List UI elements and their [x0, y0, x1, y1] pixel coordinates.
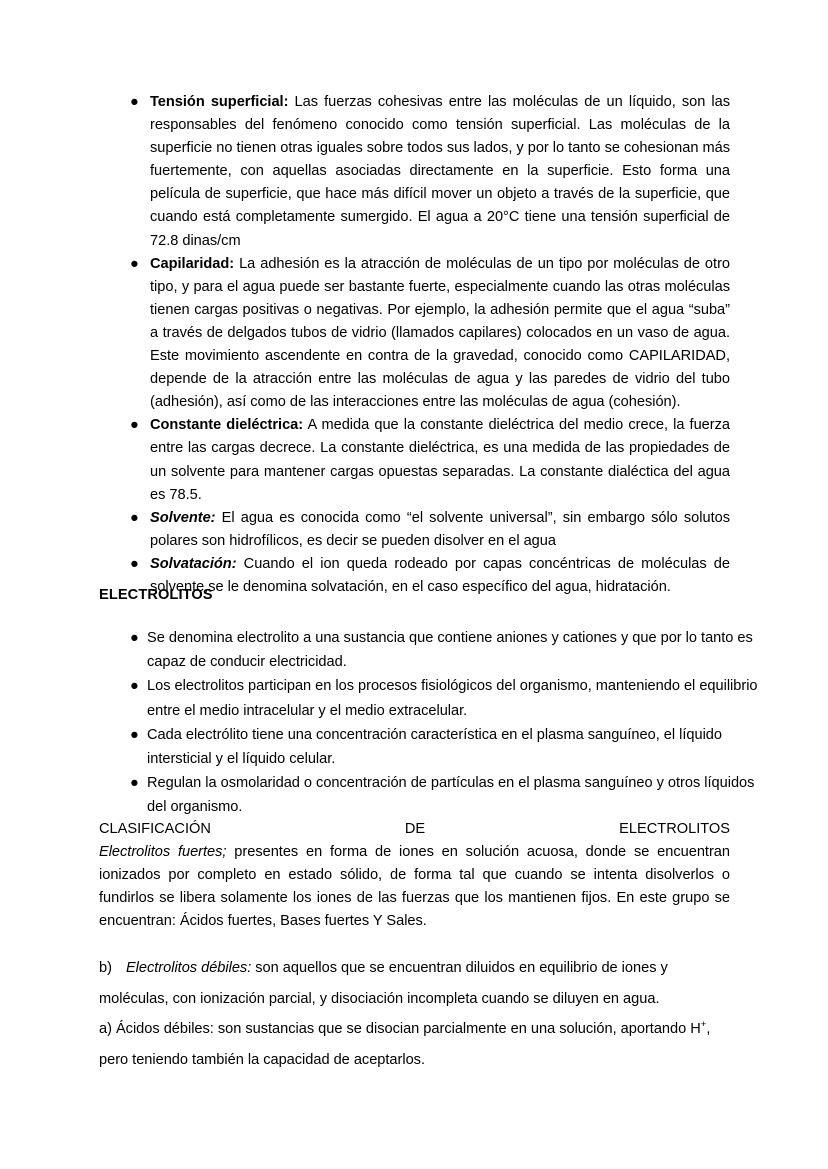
- classification-title-word-3: ELECTROLITOS: [619, 821, 730, 837]
- bullet-icon: ●: [130, 726, 139, 743]
- item-a-label: a): [99, 1021, 112, 1038]
- bullet-icon: ●: [130, 94, 139, 110]
- bullet-icon: ●: [130, 509, 139, 526]
- strong-electrolytes-paragraph: [99, 841, 730, 933]
- strong-electrolytes-lead: Electrolitos fuertes;: [99, 844, 227, 860]
- weak-electrolytes-paragraph: [99, 953, 739, 1014]
- list-item-text: A medida que la constante dieléctrica del medio crece, la fuerza entre las cargas decrece. La constante dieléctrica, es una medida de las propiedades de un solvente para mantener cargas opuestas separadas. La constante dialéctica del agua es 78.5.: [150, 417, 730, 503]
- classification-title: [99, 818, 730, 841]
- section-heading-electrolitos: ELECTROLITOS: [99, 587, 213, 603]
- bullet-icon: ●: [130, 630, 139, 646]
- list-item: [99, 414, 730, 506]
- list-item-text: Las fuerzas cohesivas entre las moléculas de un líquido, son las responsables del fenómeno conocido como tensión superficial. Las moléculas de la superficie no tienen otras iguales sobre todos sus lados, y por lo tanto se cohesionan más fuertemente, con aquellas asociadas directamente en la superficie. Esto forma una película de superficie, que hace más difícil mover un objeto a través de la superficie, que cuando está completamente sumergido. El agua a 20°C tiene una tensión superficial de 72.8 dinas/cm: [150, 94, 730, 249]
- list-item: [99, 91, 730, 253]
- strong-electrolytes-text: presentes en forma de iones en solución acuosa, donde se encuentran ionizados por completo en estado sólido, de forma tal que cuando se intenta disolverlos o fundirlos se libera solamente los iones de las fuerzas que los mantienen fijos. En este grupo se encuentran: Ácidos fuertes, Bases fuertes Y Sales.: [99, 844, 730, 930]
- weak-acids-paragraph: [99, 1014, 739, 1075]
- weak-electrolytes-block: [99, 953, 739, 1075]
- bullet-icon: ●: [130, 417, 139, 434]
- list-item-text: Los electrolitos participan en los procesos fisiológicos del organismo, manteniendo el equilibrio entre el medio intracelular y el medio extracelular.: [147, 678, 758, 719]
- list-item-text: Cuando el ion queda rodeado por capas concéntricas de moléculas de solvente,se le denomina solvatación, en el caso específico del agua, hidratación.: [150, 555, 730, 595]
- list-item: [99, 674, 759, 722]
- list-item-text: Regulan la osmolaridad o concentración de partículas en el plasma sanguíneo y otros líquidos del organismo.: [147, 775, 755, 816]
- bullet-icon: ●: [130, 555, 139, 572]
- list-item: [99, 626, 759, 674]
- bullet-icon: ●: [130, 255, 139, 272]
- bullet-icon: ●: [130, 775, 139, 792]
- item-b-label: b): [99, 960, 112, 976]
- item-b-text: son aquellos que se encuentran diluidos en equilibrio de iones y moléculas, con ionización parcial, y disociación incompleta cuando se diluyen en agua.: [99, 960, 668, 1007]
- list-item-text: Cada electrólito tiene una concentración característica en el plasma sanguíneo, el líquido intersticial y el líquido celular.: [147, 726, 723, 768]
- list-item: [99, 253, 730, 415]
- electrolytes-list: [99, 626, 759, 820]
- list-item-text: El agua es conocida como “el solvente universal”, sin embargo sólo solutos polares son hidrofílicos, es decir se pueden disolver en el agua: [150, 509, 730, 549]
- classification-title-word-2: DE: [404, 821, 426, 837]
- list-item-lead: Constante dieléctrica:: [150, 417, 304, 434]
- list-item-lead: Solvatación:: [150, 555, 237, 572]
- list-item: [99, 771, 759, 819]
- item-a-text-post: , pero teniendo también la capacidad de aceptarlos.: [99, 1021, 711, 1068]
- bullet-icon: ●: [130, 678, 139, 695]
- list-item-lead: Solvente:: [150, 509, 216, 526]
- list-item-text: La adhesión es la atracción de moléculas de un tipo por moléculas de otro tipo, y para el agua puede ser bastante fuerte, especialmente cuando las otras moléculas tienen cargas positivas o negativas. Por ejemplo, la adhesión permite que el agua “suba” a través de delgados tubos de vidrio (llamados capilares) colocados en un vaso de agua. Este movimiento ascendente en contra de la gravedad, conocido como CAPILARIDAD, depende de la atracción entre las moléculas de agua y las paredes de vidrio del tubo (adhesión), así como de las interacciones entre las moléculas de agua (cohesión).: [150, 255, 730, 411]
- list-item: [99, 723, 759, 771]
- list-item-lead: Tensión superficial:: [150, 94, 289, 110]
- list-item-text: Se denomina electrolito a una sustancia que contiene aniones y cationes y que por lo tanto es capaz de conducir electricidad.: [147, 630, 753, 671]
- item-a-superscript: +: [700, 1019, 707, 1031]
- item-a-text-pre: Ácidos débiles: son sustancias que se disocian parcialmente en una solución, aportando H: [111, 1021, 701, 1038]
- list-item: [99, 507, 730, 553]
- water-properties-list: [99, 91, 730, 599]
- list-item-lead: Capilaridad:: [150, 255, 235, 272]
- classification-title-word-1: CLASIFICACIÓN: [99, 821, 211, 837]
- item-b-lead: Electrolitos débiles:: [125, 960, 252, 976]
